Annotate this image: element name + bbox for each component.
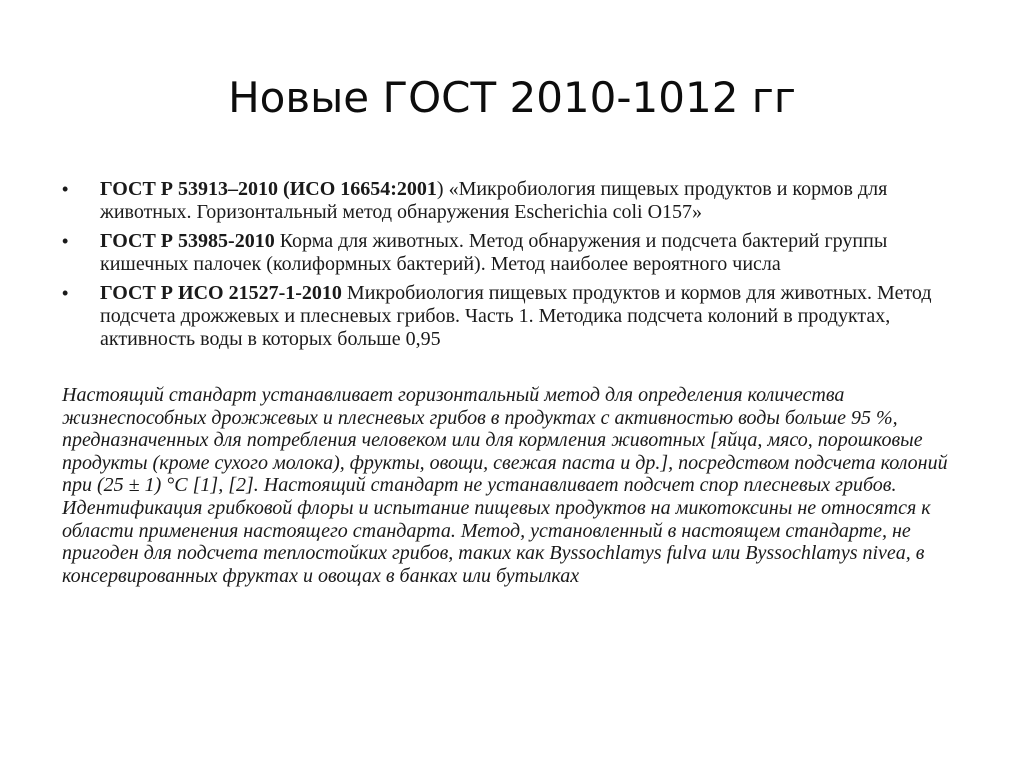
standard-description: ) «Микробиология пищевых продуктов и кормов для животных. Горизонтальный метод обнаружения Escherichia coli O157»	[100, 178, 888, 223]
bullet-marker: •	[62, 179, 69, 199]
bullet-marker: •	[62, 283, 69, 303]
standard-description: Микробиология пищевых продуктов и кормов для животных. Метод подсчета дрожжевых и плесневых грибов. Часть 1. Методика подсчета колоний в продуктах, активность воды в которых больше 0,95	[100, 282, 932, 350]
standard-code: ГОСТ Р ИСО 21527-1-2010	[100, 282, 342, 304]
bullet-item	[62, 178, 962, 224]
bullet-item	[62, 282, 962, 351]
bullet-item	[62, 230, 962, 276]
standard-code: ГОСТ Р 53985-2010	[100, 230, 275, 252]
bullet-marker: •	[62, 231, 69, 251]
standard-code: ГОСТ Р 53913–2010 (ИСО 16654:2001	[100, 178, 437, 200]
slide-title: Новые ГОСТ 2010-1012 гг	[228, 73, 796, 122]
bullet-list	[62, 178, 962, 357]
scope-paragraph: Настоящий стандарт устанавливает горизонтальный метод для определения количества жизнеспособных дрожжевых и плесневых грибов в продуктах с активностью воды больше 95 %, предназначенных для потребления человеком или для кормления животных [яйца, мясо, порошковые продукты (кроме сухого молока), фрукты, овощи, свежая паста и др.], посредством подсчета колоний при (25 ± 1) °С [1], [2]. Настоящий стандарт не устанавливает подсчет спор плесневых грибов. Идентификация грибковой флоры и испытание пищевых продуктов на микотоксины не относятся к области применения настоящего стандарта. Метод, установленный в настоящем стандарте, не пригоден для подсчета теплостойких грибов, таких как Byssochlamys fulva или Byssochlamys nivea, в консервированных фруктах и овощах в банках или бутылках	[62, 384, 948, 587]
standard-description: Корма для животных. Метод обнаружения и подсчета бактерий группы кишечных палочек (колиформных бактерий). Метод наиболее вероятного числа	[100, 230, 888, 275]
